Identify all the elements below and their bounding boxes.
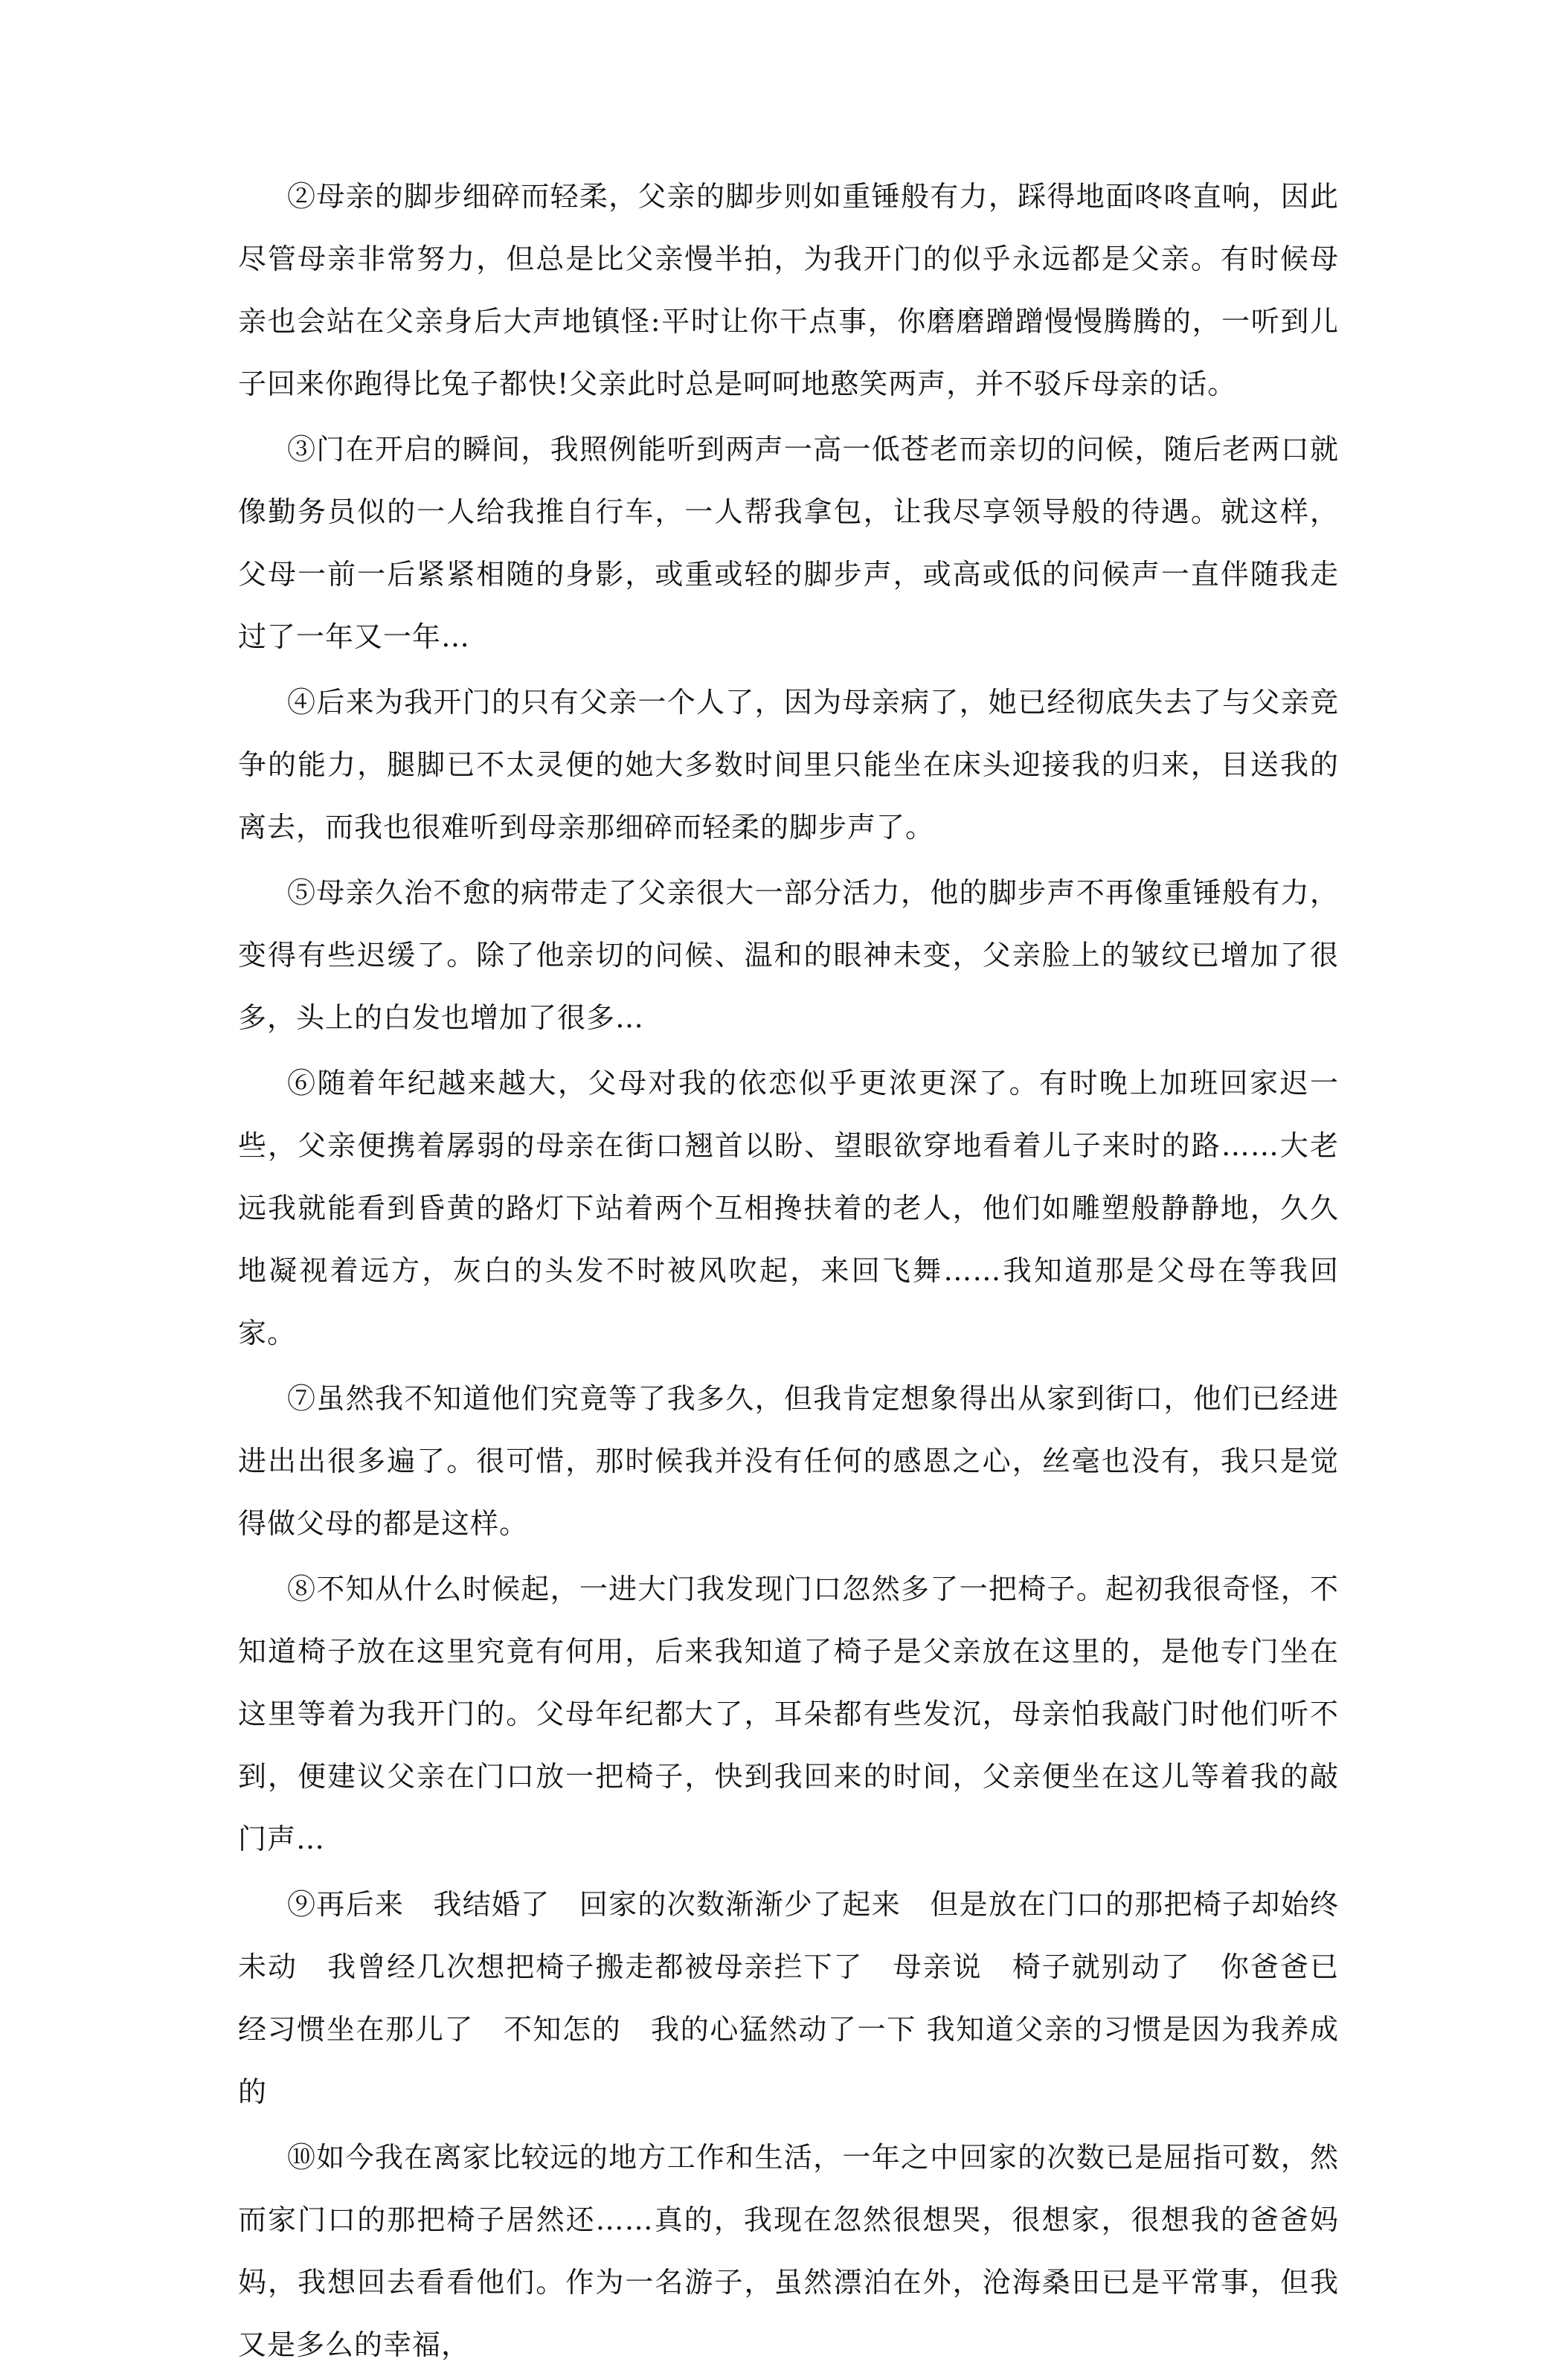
paragraph-5: ⑤母亲久治不愈的病带走了父亲很大一部分活力，他的脚步声不再像重锤般有力，变得有些迟缓了。除了他亲切的问候、温和的眼神未变，父亲脸上的皱纹已增加了很多，头上的白发也增加了很多…	[238, 876, 1339, 1034]
paragraph-10: ⑩如今我在离家比较远的地方工作和生活，一年之中回家的次数已是屈指可数，然而家门口的那把椅子居然还……真的，我现在忽然很想哭，很想家，很想我的爸爸妈妈，我想回去看看他们。作为一名游子，虽然漂泊在外，沧海桑田已是平常事，但我又是多么的幸福，	[238, 2141, 1339, 2361]
paragraph-8: ⑧不知从什么时候起，一进大门我发现门口忽然多了一把椅子。起初我很奇怪，不知道椅子放在这里究竟有何用，后来我知道了椅子是父亲放在这里的，是他专门坐在这里等着为我开门的。父母年纪都大了，耳朵都有些发沉，母亲怕我敲门时他们听不到，便建议父亲在门口放一把椅子，快到我回来的时间，父亲便坐在这儿等着我的敲门声…	[238, 1573, 1339, 1855]
paragraph-7: ⑦虽然我不知道他们究竟等了我多久，但我肯定想象得出从家到街口，他们已经进进出出很多遍了。很可惜，那时候我并没有任何的感恩之心，丝毫也没有，我只是觉得做父母的都是这样。	[238, 1382, 1339, 1540]
paragraph-2: ②母亲的脚步细碎而轻柔，父亲的脚步则如重锤般有力，踩得地面咚咚直响，因此尽管母亲非常努力，但总是比父亲慢半拍，为我开门的似乎永远都是父亲。有时候母亲也会站在父亲身后大声地镇怪:平时让你干点事，你磨磨蹭蹭慢慢腾腾的，一听到儿子回来你跑得比兔子都快!父亲此时总是呵呵地憨笑两声，并不驳斥母亲的话。	[238, 180, 1339, 400]
paragraph-6: ⑥随着年纪越来越大，父母对我的依恋似乎更浓更深了。有时晚上加班回家迟一些，父亲便携着孱弱的母亲在街口翘首以盼、望眼欲穿地看着儿子来时的路……大老远我就能看到昏黄的路灯下站着两个互相搀扶着的老人，他们如雕塑般静静地，久久地凝视着远方，灰白的头发不时被风吹起，来回飞舞……我知道那是父母在等我回家。	[238, 1067, 1339, 1349]
article-body	[238, 165, 1339, 2379]
paragraph-9: ⑨再后来 我结婚了 回家的次数渐渐少了起来 但是放在门口的那把椅子却始终未动 我曾经几次想把椅子搬走都被母亲拦下了 母亲说 椅子就别动了 你爸爸已经习惯坐在那儿了 不知怎的 我的心猛然动了一下 我知道父亲的习惯是因为我养成的	[238, 1888, 1339, 2108]
paragraph-3: ③门在开启的瞬间，我照例能听到两声一高一低苍老而亲切的问候，随后老两口就像勤务员似的一人给我推自行车，一人帮我拿包，让我尽享领导般的待遇。就这样，父母一前一后紧紧相随的身影，或重或轻的脚步声，或高或低的问候声一直伴随我走过了一年又一年…	[238, 433, 1339, 653]
paragraph-4: ④后来为我开门的只有父亲一个人了，因为母亲病了，她已经彻底失去了与父亲竞争的能力，腿脚已不太灵便的她大多数时间里只能坐在床头迎接我的归来，目送我的离去，而我也很难听到母亲那细碎而轻柔的脚步声了。	[238, 686, 1339, 844]
